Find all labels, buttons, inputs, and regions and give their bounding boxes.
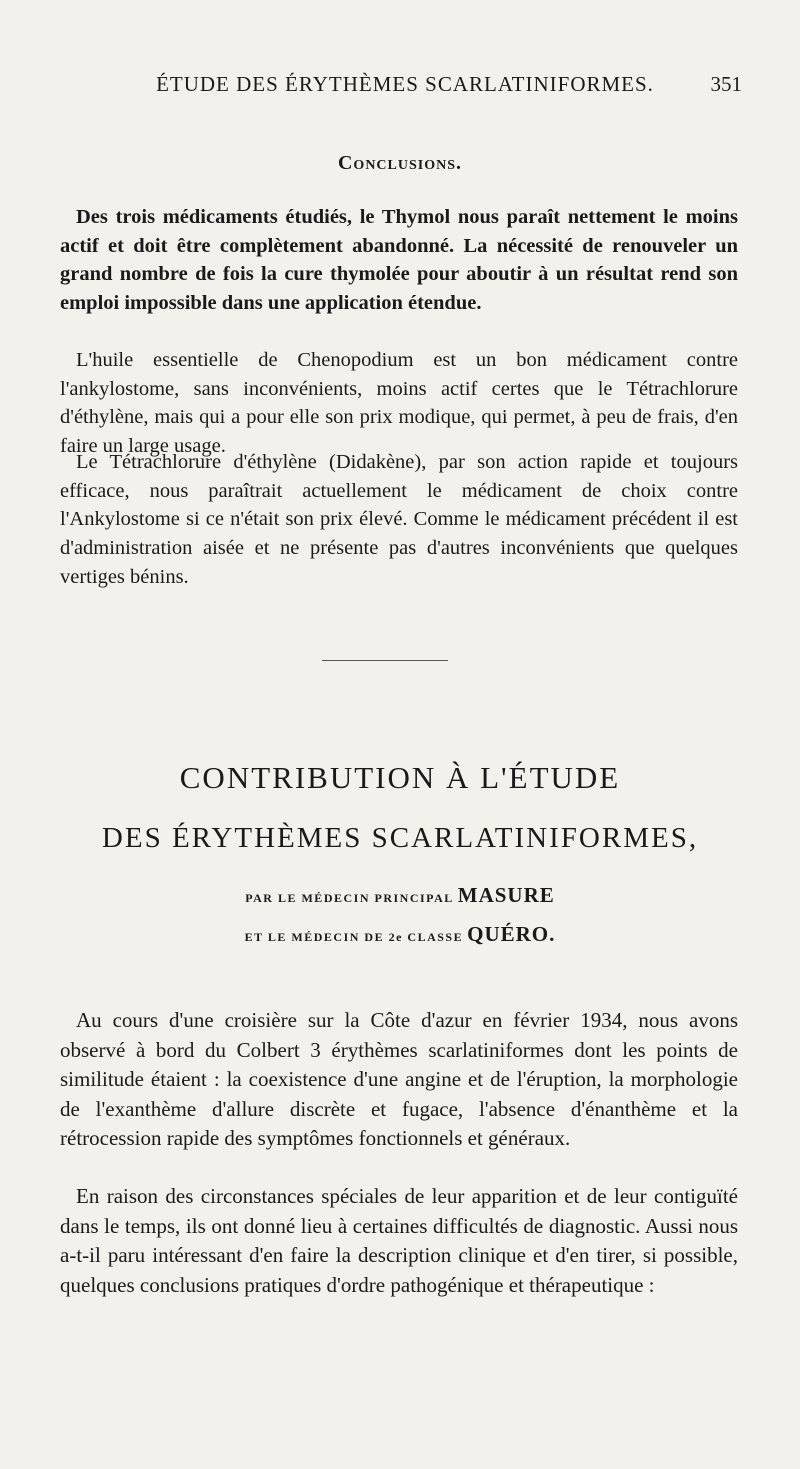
article-title: CONTRIBUTION À L'ÉTUDE — [179, 760, 621, 795]
byline-author-1 — [0, 883, 800, 908]
byline-2-prefix: ET LE MÉDECIN DE 2e CLASSE — [244, 930, 464, 944]
running-header — [60, 72, 750, 102]
byline-2-name: QUÉRO. — [467, 922, 556, 946]
article-subtitle: DES ÉRYTHÈMES SCARLATINIFORMES, — [101, 822, 699, 854]
byline-1-name: MASURE — [457, 883, 555, 907]
byline-1-prefix: PAR LE MÉDECIN PRINCIPAL — [245, 891, 454, 905]
page-number: 351 — [710, 72, 742, 96]
running-title: ÉTUDE DES ÉRYTHÈMES SCARLATINIFORMES. — [156, 72, 654, 96]
conclusion-paragraph-2: L'huile essentielle de Chenopodium est un bon médicament contre l'ankylostome, sans inconvénients, moins actif certes que le Tétrachlorure d'éthylène, mais qui a pour elle son prix modique, qui permet, à peu de frais, d'en faire un large usage. — [60, 349, 738, 458]
article-paragraph-2: En raison des circonstances spéciales de leur apparition et de leur contiguïté dans le temps, ils ont donné lieu à certaines difficultés de diagnostic. Aussi nous a-t-il paru intéressant d'en faire la description clinique et d'en tirer, si possible, quelques conclusions pratiques d'ordre pathogénique et thérapeutique : — [60, 1184, 738, 1297]
conclusion-paragraph-1: Des trois médicaments étudiés, le Thymol nous paraît nettement le moins actif et doit être complètement abandonné. La nécessité de renouveler un grand nombre de fois la cure thymolée pour aboutir à un résultat rend son emploi impossible dans une application étendue. — [60, 206, 738, 315]
byline-author-2 — [0, 922, 800, 947]
conclusion-paragraph-3: Le Tétrachlorure d'éthylène (Didakène), par son action rapide et toujours efficace, nous paraîtrait actuellement le médicament de choix contre l'Ankylostome si ce n'était son prix élevé. Comme le médicament précédent il est d'administration aisée et ne présente pas d'autres inconvénients que quelques vertiges bénins. — [60, 451, 738, 588]
article-paragraph-1: Au cours d'une croisière sur la Côte d'azur en février 1934, nous avons observé à bord du Colbert 3 érythèmes scarlatiniformes dont les points de similitude étaient : la coexistence d'une angine et de l'éruption, la morphologie de l'exanthème d'allure discrète et fugace, l'absence d'énanthème et la rétrocession rapide des symptômes fonctionnels et généraux. — [60, 1008, 738, 1150]
section-title-conclusions: Conclusions. — [337, 152, 463, 174]
section-divider — [322, 660, 448, 661]
